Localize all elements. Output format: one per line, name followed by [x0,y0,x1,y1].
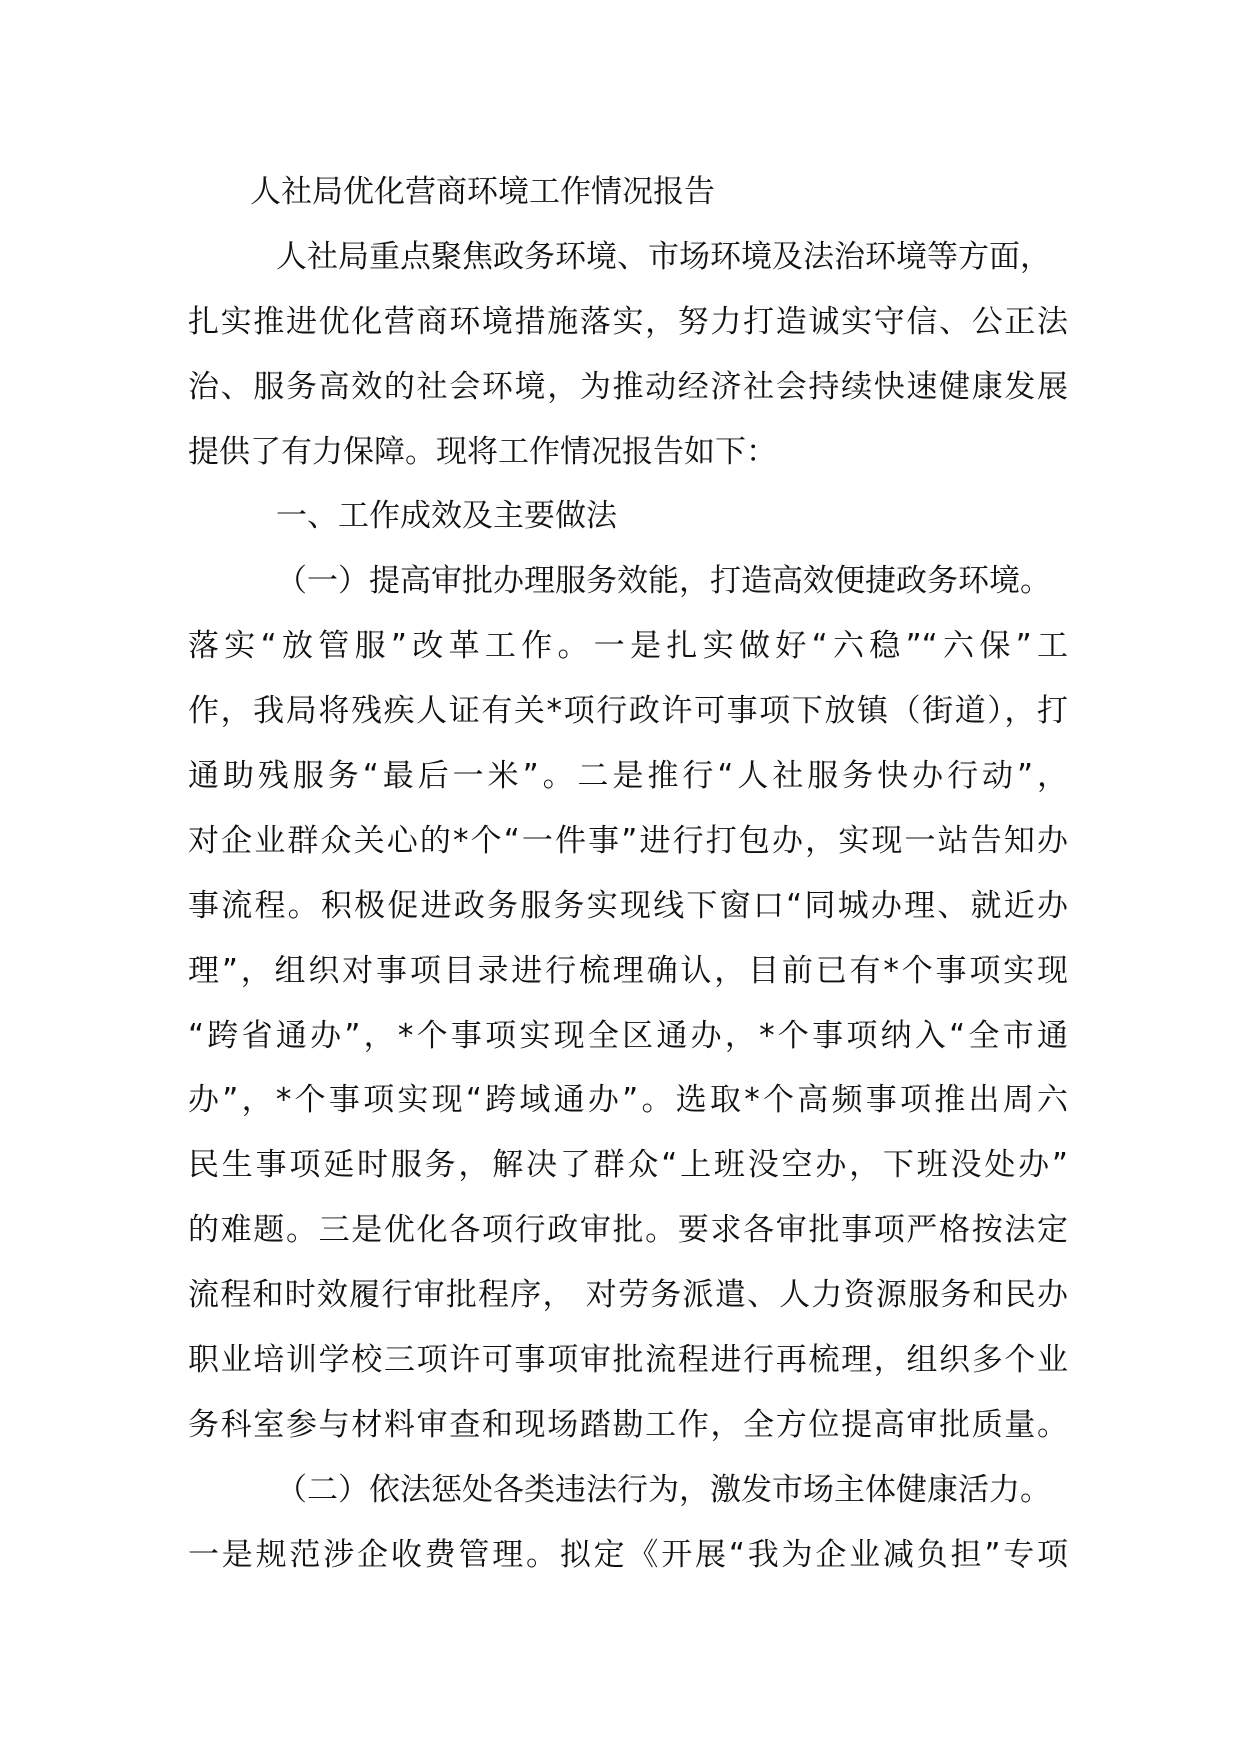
paragraph-body-line: 对企业群众关心的*个“一件事”进行打包办，实现一站告知办 [188,822,1068,859]
paragraph-body-line: 民生事项延时服务，解决了群众“上班没空办，下班没处办” [188,1147,1068,1184]
section-heading-1: 一、工作成效及主要做法 [276,498,617,535]
paragraph-intro-line-1: 人社局重点聚焦政务环境、市场环境及法治环境等方面， [276,238,1051,275]
paragraph-body-line: 的难题。三是优化各项行政审批。要求各审批事项严格按法定 [188,1212,1068,1249]
paragraph-body-line: 务科室参与材料审查和现场踏勘工作，全方位提高审批质量。 [188,1406,1068,1443]
paragraph-intro-line-2: 扎实推进优化营商环境措施落实，努力打造诚实守信、公正法 [188,303,1068,340]
paragraph-intro-line-4: 提供了有力保障。现将工作情况报告如下： [188,433,777,470]
subsection-heading-1: （一）提高审批办理服务效能，打造高效便捷政务环境。 [276,563,1051,600]
paragraph-intro-line-3: 治、服务高效的社会环境，为推动经济社会持续快速健康发展 [188,368,1068,405]
paragraph-body-line: 作，我局将残疾人证有关*项行政许可事项下放镇（街道），打 [188,693,1068,730]
document-body [188,160,1068,1588]
paragraph-body-line: 落实“放管服”改革工作。一是扎实做好“六稳”“六保”工 [188,628,1068,665]
paragraph-body-line: 职业培训学校三项许可事项审批流程进行再梳理，组织多个业 [188,1342,1068,1379]
paragraph-body-line: 一是规范涉企收费管理。拟定《开展“我为企业减负担”专项 [188,1536,1068,1573]
paragraph-body-line: 通助残服务“最后一米”。二是推行“人社服务快办行动”， [188,758,1068,795]
paragraph-body-line: 事流程。积极促进政务服务实现线下窗口“同城办理、就近办 [188,887,1068,924]
subsection-heading-2: （二）依法惩处各类违法行为，激发市场主体健康活力。 [276,1471,1051,1508]
document-title: 人社局优化营商环境工作情况报告 [250,174,715,210]
paragraph-body-line: 流程和时效履行审批程序， 对劳务派遣、人力资源服务和民办 [188,1277,1068,1314]
paragraph-body-line: 理”，组织对事项目录进行梳理确认，目前已有*个事项实现 [188,952,1068,989]
paragraph-body-line: “跨省通办”，*个事项实现全区通办，*个事项纳入“全市通 [188,1017,1068,1054]
paragraph-body-line: 办”，*个事项实现“跨域通办”。选取*个高频事项推出周六 [188,1082,1068,1119]
